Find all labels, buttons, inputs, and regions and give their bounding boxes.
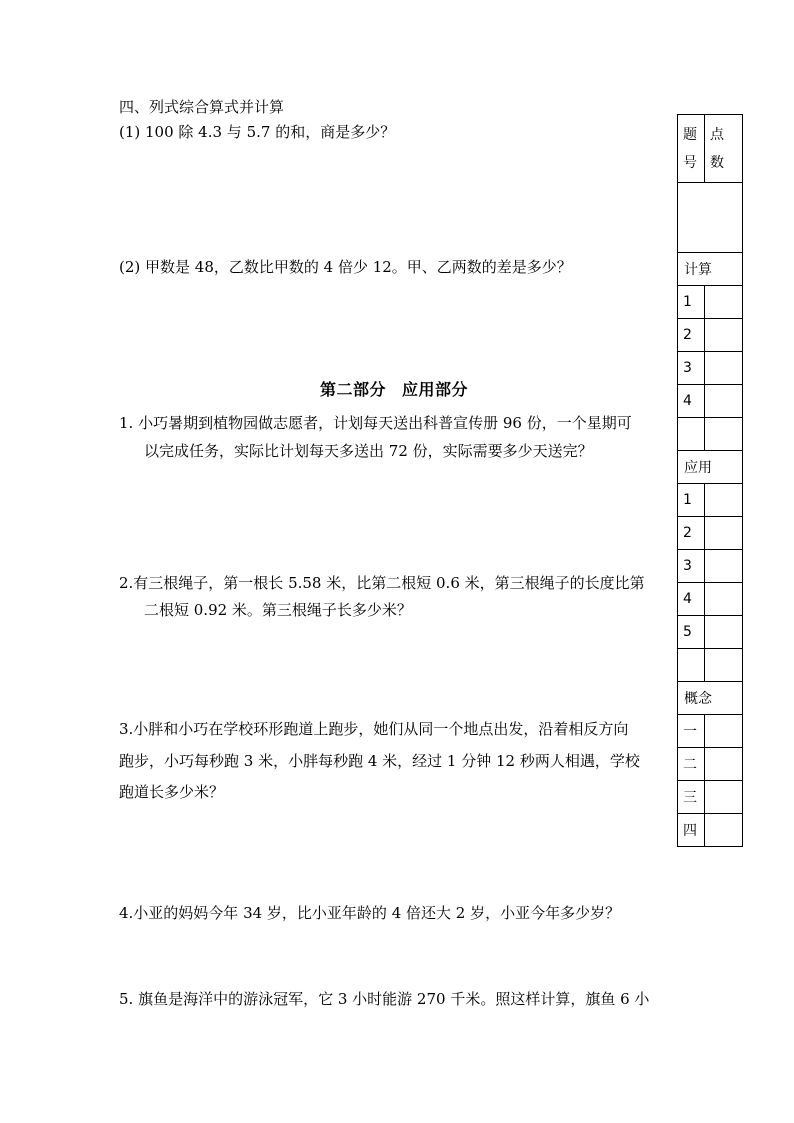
calc-row-label: 4 (678, 385, 705, 418)
score-cell[interactable] (705, 583, 743, 616)
question-1: (1) 100 除 4.3 与 5.7 的和，商是多少？ (119, 123, 396, 141)
score-cell[interactable] (705, 517, 743, 550)
problem-3-line-1: 3.小胖和小巧在学校环形跑道上跑步，她们从同一个地点出发，沿着相反方向 (119, 720, 629, 738)
section-calc-label: 计算 (678, 253, 743, 286)
question-2: (2) 甲数是 48，乙数比甲数的 4 倍少 12。甲、乙两数的差是多少？ (119, 258, 572, 276)
concept-row-label: 一 (678, 715, 705, 748)
score-cell[interactable] (705, 649, 743, 682)
calc-row-label: 1 (678, 286, 705, 319)
score-cell[interactable] (705, 319, 743, 352)
score-cell[interactable] (705, 715, 743, 748)
app-row-label: 2 (678, 517, 705, 550)
blank-label-cell (678, 418, 705, 451)
problem-4: 4.小亚的妈妈今年 34 岁，比小亚年龄的 4 倍还大 2 岁，小亚今年多少岁？ (119, 904, 621, 922)
score-cell[interactable] (705, 418, 743, 451)
header-question-number: 题 号 (678, 115, 705, 183)
problem-5: 5. 旗鱼是海洋中的游泳冠军，它 3 小时能游 270 千米。照这样计算，旗鱼 6 小 (119, 990, 650, 1008)
score-cell[interactable] (705, 781, 743, 814)
score-cell[interactable] (705, 616, 743, 649)
concept-row-label: 四 (678, 814, 705, 847)
score-cell[interactable] (705, 286, 743, 319)
app-row-label: 4 (678, 583, 705, 616)
problem-3-line-2: 跑步，小巧每秒跑 3 米，小胖每秒跑 4 米，经过 1 分钟 12 秒两人相遇，学校 (119, 752, 640, 770)
app-row-label: 1 (678, 484, 705, 517)
score-cell[interactable] (705, 352, 743, 385)
part2-heading (0, 377, 788, 400)
concept-row-label: 三 (678, 781, 705, 814)
concept-row-label: 二 (678, 748, 705, 781)
score-cell[interactable] (705, 550, 743, 583)
problem-1-line-1: 1. 小巧暑期到植物园做志愿者，计划每天送出科普宣传册 96 份，一个星期可 (119, 414, 632, 432)
section-title: 四、列式综合算式并计算 (119, 98, 285, 116)
score-cell[interactable] (705, 814, 743, 847)
section-concept-label: 概念 (678, 682, 743, 715)
score-cell[interactable] (705, 484, 743, 517)
section-app-label: 应用 (678, 451, 743, 484)
part2-title-a: 第二部分 (319, 380, 386, 399)
app-row-label: 5 (678, 616, 705, 649)
problem-3-line-3: 跑道长多少米？ (119, 783, 225, 801)
problem-2-line-2: 二根短 0.92 米。第三根绳子长多少米？ (144, 601, 412, 619)
score-cell[interactable] (705, 385, 743, 418)
app-row-label: 3 (678, 550, 705, 583)
calc-row-label: 2 (678, 319, 705, 352)
problem-2-line-1: 2.有三根绳子，第一根长 5.58 米，比第二根短 0.6 米，第三根绳子的长度比第 (119, 574, 645, 592)
calc-row-label: 3 (678, 352, 705, 385)
part2-title-b: 应用部分 (402, 380, 469, 399)
score-cell[interactable] (705, 748, 743, 781)
blank-label-cell (678, 649, 705, 682)
header-points: 点 数 (705, 115, 743, 183)
problem-1-line-2: 以完成任务，实际比计划每天多送出 72 份，实际需要多少天送完？ (144, 442, 593, 460)
total-score-cell[interactable] (678, 183, 743, 253)
score-table (677, 114, 743, 847)
